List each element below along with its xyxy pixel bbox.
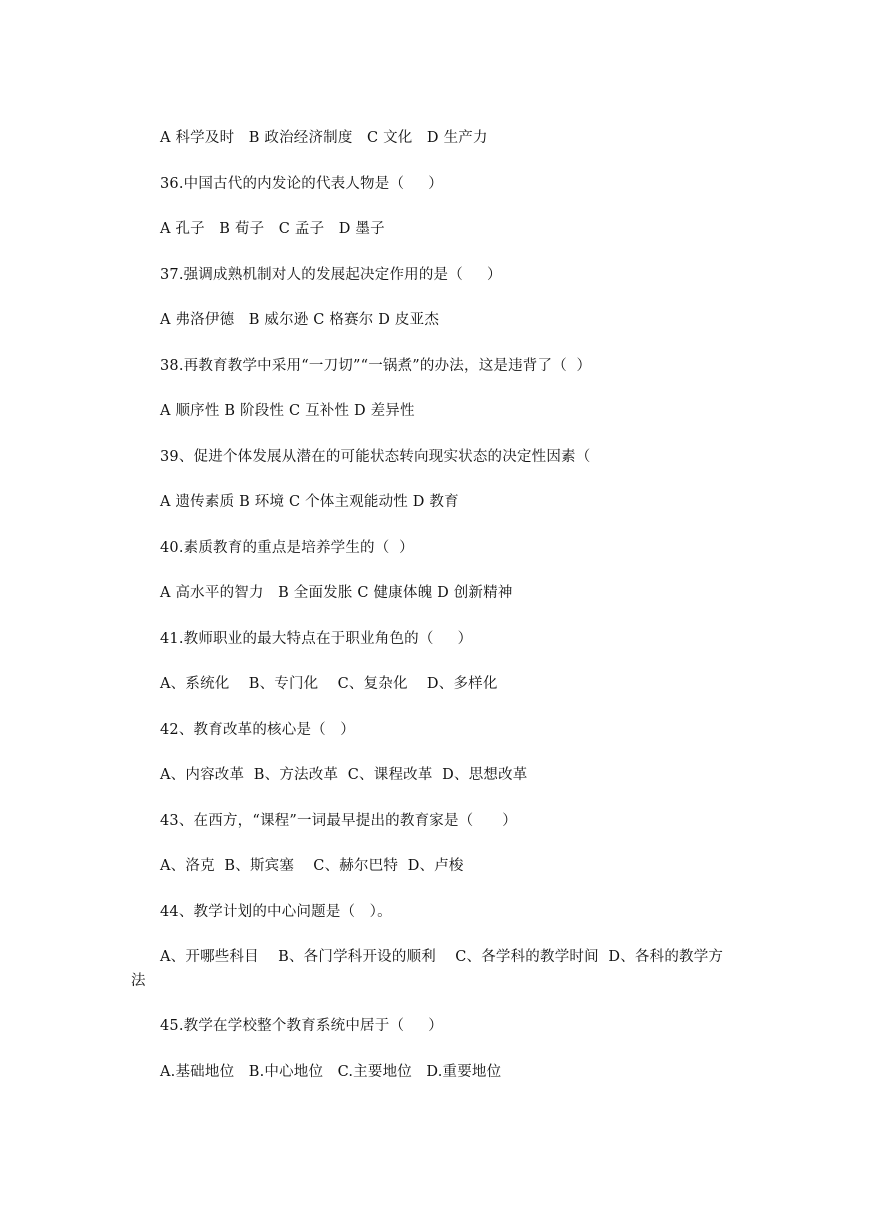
q40-options: A 高水平的智力 B 全面发胀 C 健康体魄 D 创新精神 <box>160 585 513 601</box>
q40-question: 40.素质教育的重点是培养学生的（ ） <box>160 540 414 556</box>
q43-options: A、洛克 B、斯宾塞 C、赫尔巴特 D、卢梭 <box>160 858 464 874</box>
q38-options: A 顺序性 B 阶段性 C 互补性 D 差异性 <box>160 403 415 419</box>
q38-question: 38.再教育教学中采用“一刀切”“一锅煮”的办法，这是违背了（ ） <box>160 358 592 374</box>
q42-options: A、内容改革 B、方法改革 C、课程改革 D、思想改革 <box>160 767 528 783</box>
q44-options-continued: 法 <box>131 973 146 989</box>
q37-options: A 弗洛伊德 B 威尔逊 C 格赛尔 D 皮亚杰 <box>160 312 440 328</box>
q35-options: A 科学及时 B 政治经济制度 C 文化 D 生产力 <box>160 130 488 146</box>
q44-question: 44、教学计划的中心问题是（ ）。 <box>160 904 392 920</box>
q36-options: A 孔子 B 荀子 C 孟子 D 墨子 <box>160 221 385 237</box>
q43-question: 43、在西方，“课程”一词最早提出的教育家是（ ） <box>160 813 517 829</box>
q41-options: A、系统化 B、专门化 C、复杂化 D、多样化 <box>160 676 498 692</box>
q39-options: A 遗传素质 B 环境 C 个体主观能动性 D 教育 <box>160 494 459 510</box>
q37-question: 37.强调成熟机制对人的发展起决定作用的是（ ） <box>160 267 502 283</box>
q45-question: 45.教学在学校整个教育系统中居于（ ） <box>160 1018 443 1034</box>
q36-question: 36.中国古代的内发论的代表人物是（ ） <box>160 176 443 192</box>
q42-question: 42、教育改革的核心是（ ） <box>160 722 355 738</box>
q45-options: A.基础地位 B.中心地位 C.主要地位 D.重要地位 <box>160 1064 502 1080</box>
q44-options: A、开哪些科目 B、各门学科开设的顺利 C、各学科的教学时间 D、各科的教学方 <box>160 949 724 965</box>
q41-question: 41.教师职业的最大特点在于职业角色的（ ） <box>160 631 473 647</box>
q39-question: 39、促进个体发展从潜在的可能状态转向现实状态的决定性因素（ <box>160 449 591 465</box>
